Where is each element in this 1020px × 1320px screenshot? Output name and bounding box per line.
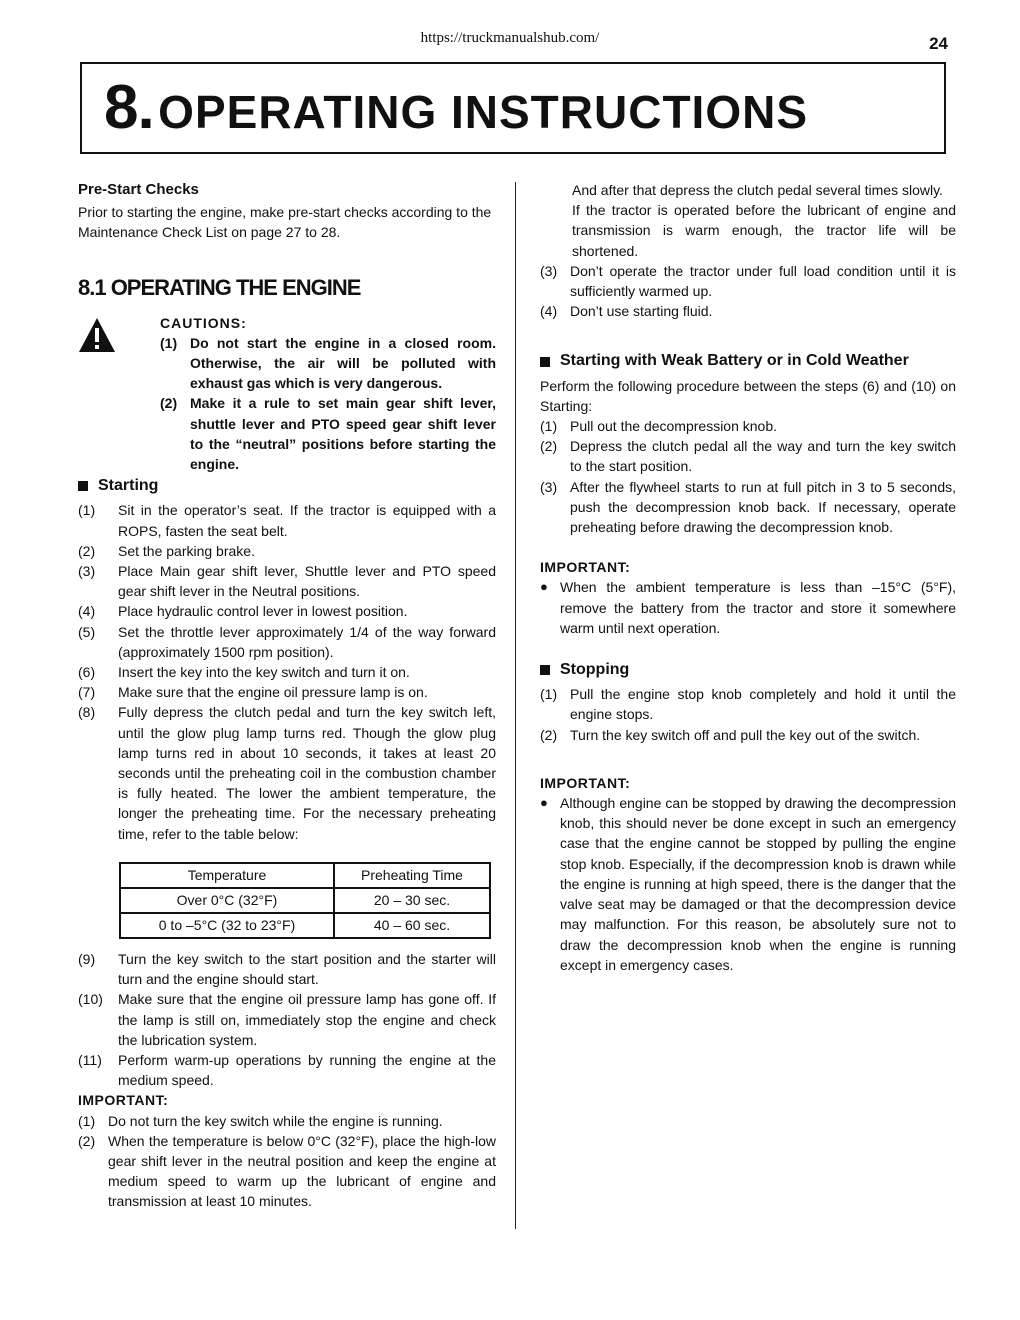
list-item xyxy=(78,601,496,621)
important-heading: IMPORTANT: xyxy=(540,559,631,576)
table-row xyxy=(120,888,490,913)
item-text: Depress the clutch pedal all the way and turn the key switch to the start position. xyxy=(570,438,956,475)
starting-heading-text: Starting xyxy=(98,477,159,495)
square-bullet-icon xyxy=(78,481,88,491)
list-item xyxy=(540,725,956,745)
list-item xyxy=(78,561,496,601)
item-text: Fully depress the clutch pedal and turn the key switch left, until the glow plug lamp turns red. Though the glow plug lamp turns red in about 10 seconds, it takes at least 20 seconds until the preheating coil in the combustion chamber is fully heated. The lower the ambient temperature, the longer the preheating time. For the necessary preheating time, refer to the table below: xyxy=(118,704,496,842)
cautions-heading: CAUTIONS: xyxy=(160,314,247,331)
list-item xyxy=(78,662,496,682)
list-item xyxy=(540,416,956,436)
chapter-title-text: OPERATING INSTRUCTIONS xyxy=(158,86,808,138)
list-item xyxy=(540,301,956,321)
list-item xyxy=(540,436,956,476)
important-heading: IMPORTANT: xyxy=(540,774,631,791)
caution-text: Make it a rule to set main gear shift lever, shuttle lever and PTO speed gear shift lever to the “neutral” positions before starting the engine. xyxy=(190,395,496,473)
item-text: Sit in the operator’s seat. If the tractor is equipped with a ROPS, fasten the seat belt. xyxy=(118,502,496,539)
list-item xyxy=(78,1050,496,1090)
table-cell: 20 – 30 sec. xyxy=(334,888,490,913)
weak-battery-intro: Perform the following procedure between the steps (6) and (10) on Starting: xyxy=(540,377,956,414)
table-header-row xyxy=(120,863,490,888)
column-divider xyxy=(515,182,516,1229)
table-row xyxy=(120,913,490,938)
item-text: When the temperature is below 0°C (32°F), place the high-low gear shift lever in the neutral position and keep the engine at medium speed to warm up the lubricant of engine and transmission at least 10 minutes. xyxy=(108,1132,496,1210)
prestart-text: Prior to starting the engine, make pre-start checks according to the Maintenance Check List on page 27 to 28. xyxy=(78,204,492,241)
item-number: (1) xyxy=(540,686,558,703)
item-text: Turn the key switch off and pull the key out of the switch. xyxy=(570,726,921,743)
chapter-number: 8. xyxy=(104,73,154,142)
list-item xyxy=(540,261,956,301)
continued-text: If the tractor is operated before the lubricant of engine and transmission is warm enough, the tractor life will be shortened. xyxy=(572,202,956,259)
section-heading: 8.1 OPERATING THE ENGINE xyxy=(78,274,361,300)
table-header-cell: Temperature xyxy=(120,863,334,888)
bullet-text: Although engine can be stopped by drawing the decompression knob, this should never be done except in such an emergency case that the engine cannot be stopped by pulling the engine stop knob. Especially, if the decompression knob is drawn while the engine is running at high speed, there is the danger that the valve seat may be damaged or that the decompression device may malfunction. For this reason, be absolutely sure not to draw the decompression knob when the engine is running except in emergency cases. xyxy=(560,795,956,973)
item-text: Insert the key into the key switch and turn it on. xyxy=(118,664,410,681)
starting-heading xyxy=(78,476,496,496)
item-text: Don’t use starting fluid. xyxy=(570,303,713,320)
source-url: https://truckmanualshub.com/ xyxy=(420,30,600,46)
list-item xyxy=(78,500,496,540)
caution-number: (2) xyxy=(160,395,178,412)
item-number: (3) xyxy=(540,262,558,279)
item-number: (2) xyxy=(540,438,558,455)
caution-item xyxy=(160,393,496,474)
item-number: (2) xyxy=(540,726,558,743)
item-number: (9) xyxy=(78,950,96,967)
bullet-item xyxy=(540,793,956,975)
list-item xyxy=(78,1131,496,1212)
item-text: Make sure that the engine oil pressure lamp has gone off. If the lamp is still on, immediately stop the engine and check the lubrication system. xyxy=(118,991,496,1048)
table-cell: 40 – 60 sec. xyxy=(334,913,490,938)
list-item xyxy=(78,949,496,989)
item-number: (7) xyxy=(78,684,96,701)
item-text: Place hydraulic control lever in lowest position. xyxy=(118,603,408,620)
bullet-dot-icon: ● xyxy=(540,579,548,595)
important-heading: IMPORTANT: xyxy=(78,1092,169,1109)
list-item xyxy=(78,1111,496,1131)
stopping-heading xyxy=(540,660,956,680)
right-column xyxy=(540,180,956,975)
item-text: Do not turn the key switch while the engine is running. xyxy=(108,1112,443,1129)
item-number: (2) xyxy=(78,1132,96,1149)
item-text: After the flywheel starts to run at full pitch in 3 to 5 seconds, push the decompression knob back. If necessary, operate preheating before drawing the decompression knob. xyxy=(570,478,956,536)
caution-item xyxy=(160,333,496,394)
list-item xyxy=(78,541,496,561)
item-number: (1) xyxy=(78,502,96,519)
item-text: Set the throttle lever approximately 1/4 of the way forward (approximately 1500 rpm position). xyxy=(118,623,496,660)
item-text: Perform warm-up operations by running the engine at the medium speed. xyxy=(118,1051,496,1089)
square-bullet-icon xyxy=(540,665,550,675)
table-cell: 0 to –5°C (32 to 23°F) xyxy=(120,913,334,938)
left-column xyxy=(78,180,496,1212)
chapter-title-box xyxy=(80,62,946,154)
item-text: Make sure that the engine oil pressure lamp is on. xyxy=(118,684,428,701)
caution-number: (1) xyxy=(160,334,178,351)
item-text: Pull the engine stop knob completely and hold it until the engine stops. xyxy=(570,686,956,723)
item-number: (10) xyxy=(78,991,103,1008)
bullet-text: When the ambient temperature is less than –15°C (5°F), remove the battery from the tractor and store it somewhere warm until next operation. xyxy=(560,579,956,636)
list-item xyxy=(78,702,496,843)
item-number: (4) xyxy=(540,303,558,320)
item-text: Pull out the decompression knob. xyxy=(570,418,778,435)
item-number: (5) xyxy=(78,623,96,640)
item-text: Set the parking brake. xyxy=(118,542,255,559)
item-number: (2) xyxy=(78,542,96,559)
warning-triangle-icon xyxy=(78,317,116,353)
prestart-heading: Pre-Start Checks xyxy=(78,181,199,198)
item-number: (1) xyxy=(78,1112,96,1129)
bullet-dot-icon: ● xyxy=(540,795,548,811)
item-number: (8) xyxy=(78,704,96,721)
continued-text: And after that depress the clutch pedal several times slowly. xyxy=(572,182,943,198)
preheating-table xyxy=(119,862,491,939)
weak-battery-heading xyxy=(540,351,956,371)
item-number: (4) xyxy=(78,603,96,620)
list-item xyxy=(540,684,956,724)
caution-text: Do not start the engine in a closed room. Otherwise, the air will be polluted with exhaust gas which is very dangerous. xyxy=(190,334,496,392)
list-item xyxy=(78,682,496,702)
item-text: Place Main gear shift lever, Shuttle lever and PTO speed gear shift lever in the Neutral positions. xyxy=(118,563,496,600)
item-text: Turn the key switch to the start position and the starter will turn and the engine should start. xyxy=(118,950,496,988)
item-number: (11) xyxy=(78,1051,102,1068)
page-number: 24 xyxy=(929,34,948,53)
list-item xyxy=(540,477,956,538)
table-header-cell: Preheating Time xyxy=(334,863,490,888)
chapter-title xyxy=(104,72,808,143)
table-cell: Over 0°C (32°F) xyxy=(120,888,334,913)
weak-battery-heading-text: Starting with Weak Battery or in Cold Weather xyxy=(560,352,909,370)
item-number: (3) xyxy=(540,478,558,495)
item-number: (6) xyxy=(78,664,96,681)
list-item xyxy=(78,989,496,1050)
bullet-item xyxy=(540,577,956,638)
stopping-heading-text: Stopping xyxy=(560,661,630,679)
item-number: (1) xyxy=(540,418,558,435)
item-number: (3) xyxy=(78,563,96,580)
item-text: Don’t operate the tractor under full load condition until it is sufficiently warmed up. xyxy=(570,262,956,300)
list-item xyxy=(78,622,496,662)
square-bullet-icon xyxy=(540,357,550,367)
cautions-block xyxy=(78,313,496,475)
